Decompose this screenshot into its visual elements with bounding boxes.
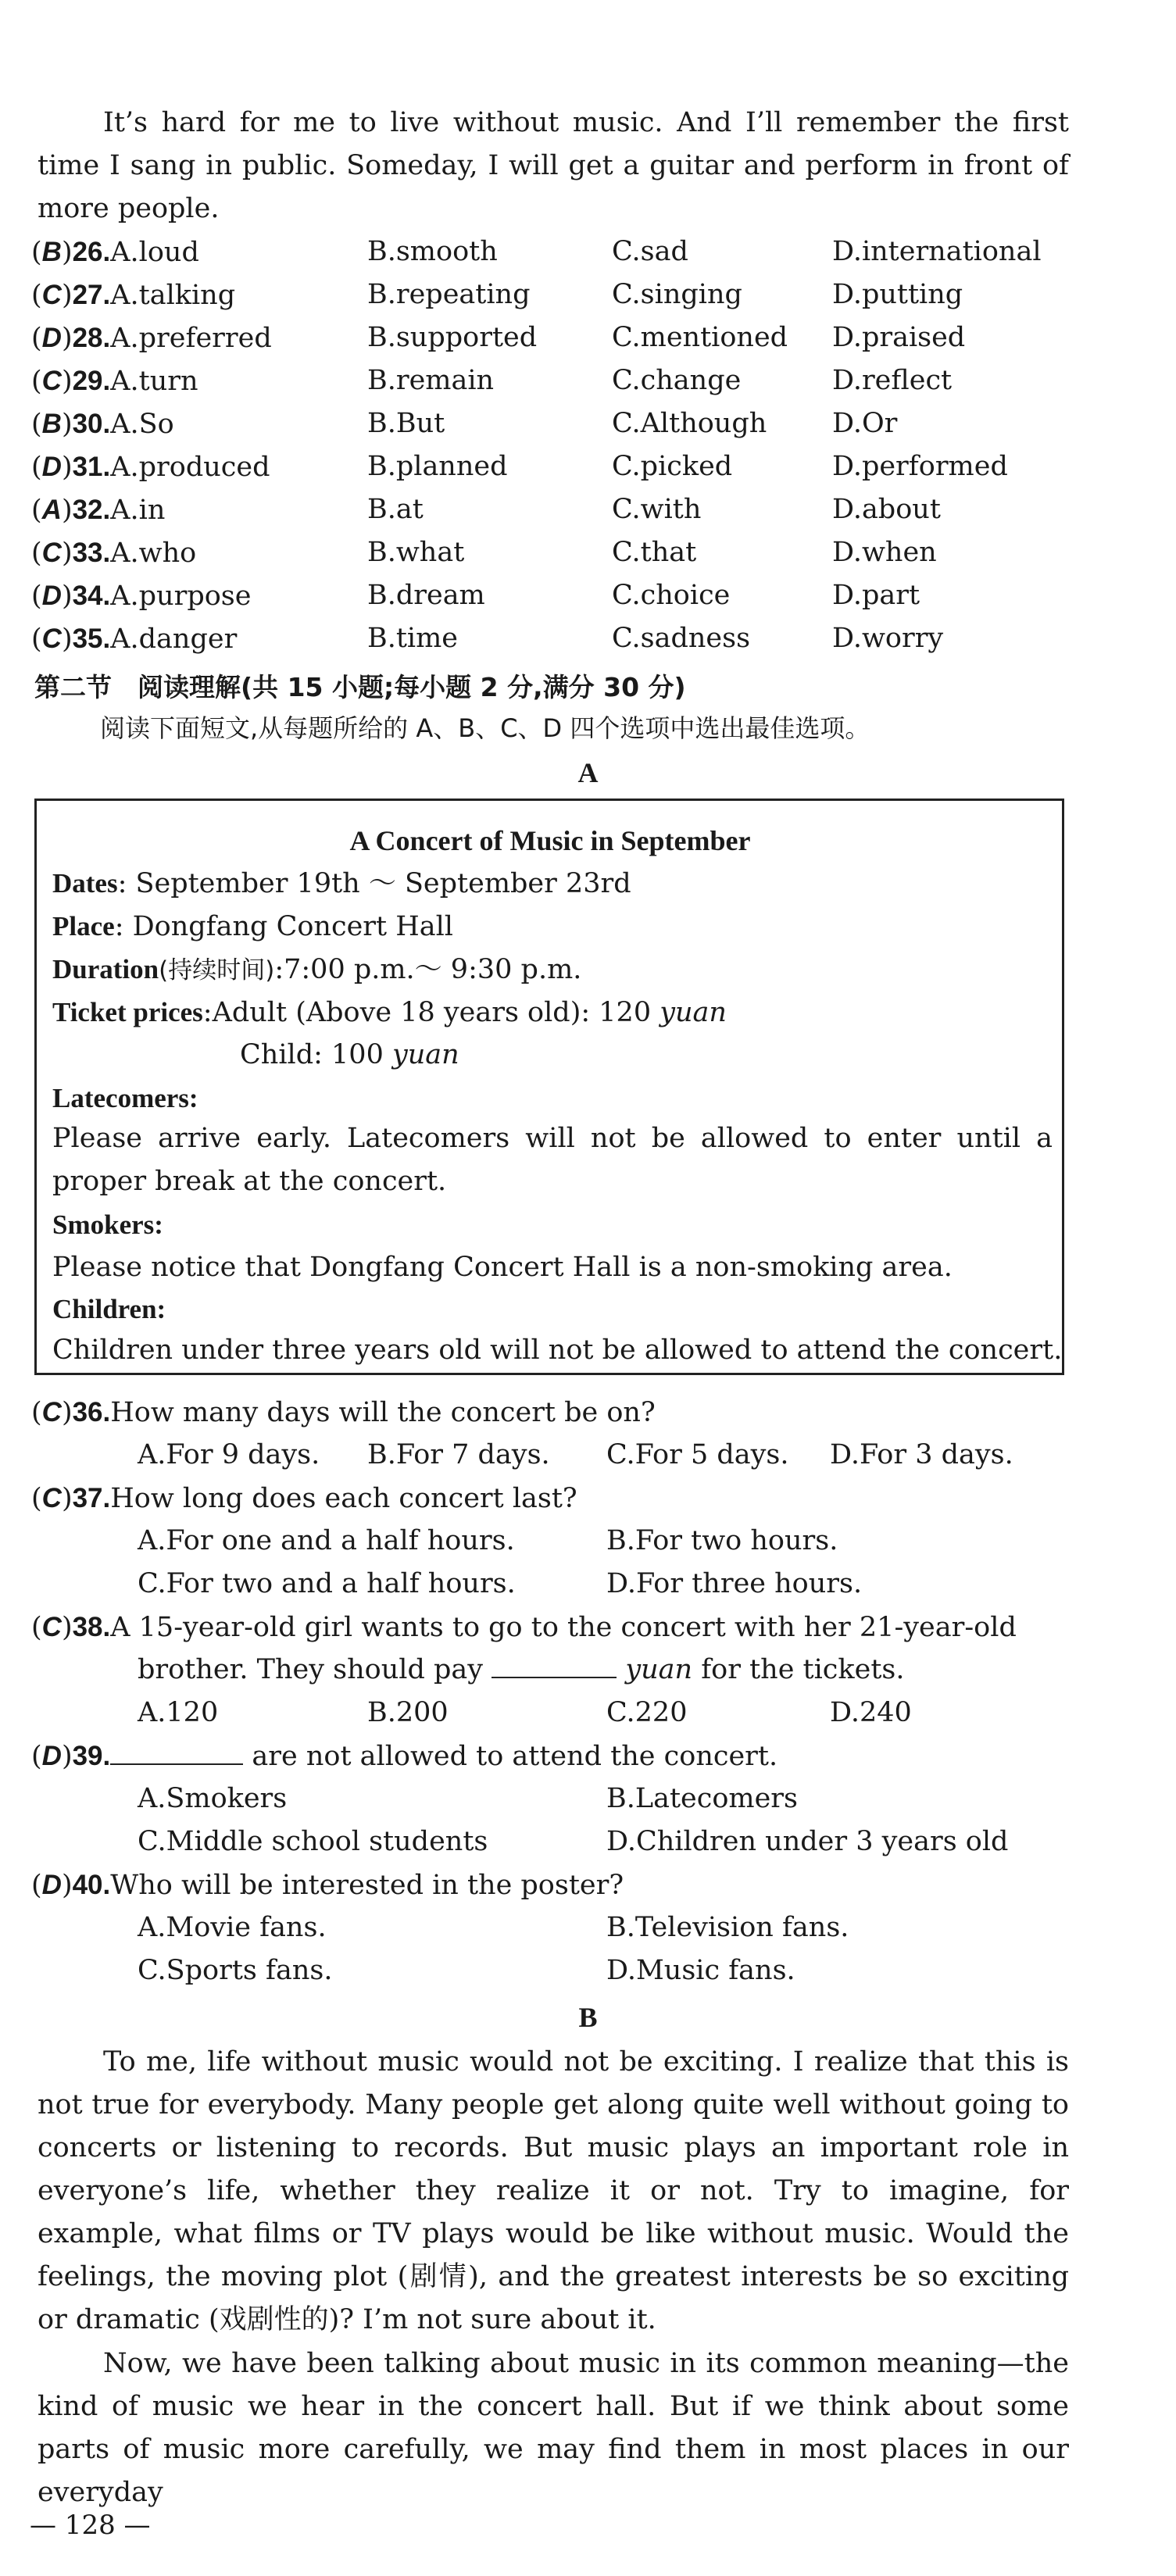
answer-letter: D: [41, 1741, 62, 1771]
poster-smokers-text: Please notice that Dongfang Concert Hall is a non-smoking area.: [52, 1252, 953, 1283]
option-d: D.about: [832, 494, 941, 525]
question-number: 31.: [72, 452, 111, 482]
answer-letter: D: [41, 452, 62, 482]
option-d: D.Music fans.: [606, 1955, 795, 1986]
question-number: 38.: [72, 1612, 111, 1642]
option-a: A.preferred: [110, 323, 272, 354]
poster-children-label: Children:: [52, 1294, 166, 1324]
option-a: A.turn: [110, 366, 198, 397]
question-number: 39.: [72, 1741, 111, 1771]
option-a: A.loud: [110, 237, 199, 268]
cloze-question: (C)27.A.talking B.repeating C.singing D.putting: [0, 273, 1176, 316]
option-a: A.who: [110, 538, 197, 569]
question-number: 29.: [72, 366, 111, 396]
option-a: A.120: [138, 1697, 219, 1728]
poster-dates: Dates: September 19th ～ September 23rd: [52, 868, 631, 899]
answer-letter: D: [41, 1870, 62, 1900]
poster-duration: Duration(持续时间):7:00 p.m.～ 9:30 p.m.: [52, 954, 582, 985]
cloze-question: (D)31.A.produced B.planned C.picked D.performed: [0, 445, 1176, 488]
answer-blank: [110, 1740, 243, 1765]
page-number: — 128 —: [30, 2510, 151, 2541]
option-d: D.240: [830, 1697, 912, 1728]
option-a: A.talking: [110, 280, 236, 311]
option-c: C.For two and a half hours.: [138, 1568, 516, 1599]
poster-children-text: Children under three years old will not be allowed to attend the concert.: [52, 1334, 1063, 1366]
question-stem: Who will be interested in the poster?: [110, 1870, 624, 1901]
question-number: 32.: [72, 495, 111, 525]
option-d: D.international: [832, 236, 1042, 267]
option-b: B.dream: [367, 580, 485, 611]
option-c: C.picked: [612, 451, 733, 482]
answer-letter: C: [41, 623, 62, 654]
option-b: B.remain: [367, 365, 495, 396]
cloze-question: (B)30.A.So B.But C.Although D.Or: [0, 402, 1176, 445]
answer-letter: B: [41, 237, 62, 267]
option-c: C.Middle school students: [138, 1826, 488, 1857]
option-d: D.For 3 days.: [830, 1439, 1013, 1470]
question-stem: are not allowed to attend the concert.: [252, 1741, 778, 1772]
option-b: B.Latecomers: [606, 1783, 798, 1814]
poster-place: Place: Dongfang Concert Hall: [52, 911, 453, 942]
poster-title: A Concert of Music in September: [349, 825, 751, 856]
answer-letter: C: [41, 538, 62, 568]
option-a: A.purpose: [110, 581, 252, 612]
question-number: 40.: [72, 1870, 111, 1900]
option-b: B.200: [367, 1697, 449, 1728]
question-stem: How long does each concert last?: [110, 1483, 577, 1514]
answer-letter: D: [41, 581, 62, 611]
option-d: D.when: [832, 537, 937, 568]
question-number: 36.: [72, 1397, 111, 1427]
option-b: B.at: [367, 494, 424, 525]
option-c: C.For 5 days.: [606, 1439, 789, 1470]
question-number: 27.: [72, 280, 111, 310]
option-a: A.produced: [110, 452, 270, 483]
option-a: A.Movie fans.: [138, 1912, 327, 1943]
option-c: C.change: [612, 365, 742, 396]
poster-smokers-label: Smokers:: [52, 1209, 163, 1240]
option-b: B.For two hours.: [606, 1525, 838, 1556]
question-number: 28.: [72, 323, 111, 353]
answer-letter: D: [41, 323, 62, 353]
option-c: C.with: [612, 494, 702, 525]
intro-paragraph: It’s hard for me to live without music. And I’ll remember the first time I sang in public. Someday, I will get a guitar and perform in front of more people.: [38, 107, 1069, 224]
option-c: C.sadness: [612, 623, 751, 654]
option-a: A.For 9 days.: [138, 1439, 320, 1470]
option-b: B.time: [367, 623, 459, 654]
question-number: 26.: [72, 237, 111, 267]
question-stem: How many days will the concert be on?: [110, 1397, 656, 1428]
answer-letter: A: [41, 495, 62, 525]
option-d: D.part: [832, 580, 920, 611]
option-c: C.sad: [612, 236, 688, 267]
option-b: B.repeating: [367, 279, 531, 310]
option-d: D.Children under 3 years old: [606, 1826, 1009, 1857]
question-number: 33.: [72, 538, 111, 568]
question-stem: A 15-year-old girl wants to go to the concert with her 21-year-old: [110, 1612, 1017, 1643]
option-c: C.that: [612, 537, 697, 568]
question-number: 35.: [72, 623, 111, 654]
passage-b-label: B: [578, 2002, 598, 2033]
option-b: B.smooth: [367, 236, 498, 267]
answer-letter: C: [41, 366, 62, 396]
cloze-question: (B)26.A.loud B.smooth C.sad D.international: [0, 230, 1176, 273]
option-a: A.in: [110, 495, 166, 526]
poster-ticket-adult: Ticket prices:Adult (Above 18 years old): 120 yuan: [52, 997, 727, 1028]
option-c: C.Sports fans.: [138, 1955, 333, 1986]
option-a: A.So: [110, 409, 174, 440]
option-d: D.putting: [832, 279, 963, 310]
answer-letter: C: [41, 1397, 62, 1427]
answer-letter: C: [41, 280, 62, 310]
option-d: D.praised: [832, 322, 966, 353]
option-b: B.Television fans.: [606, 1912, 849, 1943]
question-stem-continued: brother. They should pay yuan for the tickets.: [138, 1654, 905, 1685]
option-d: D.worry: [832, 623, 944, 654]
passage-b-paragraph-1: To me, life without music would not be exciting. I realize that this is not true for everybody. Many people get along quite well without going to concerts or listening to records. But music plays an important role in everyone’s life, whether they realize it or not. Try to imagine, for example, what films or TV plays would be like without music. Would the feelings, the moving plot (剧情), and the greatest interests be so exciting or dramatic (戏剧性的)? I’m not sure about it.: [38, 2046, 1069, 2335]
section-heading: 第二节 阅读理解(共 15 小题;每小题 2 分,满分 30 分): [34, 672, 686, 702]
answer-letter: C: [41, 1483, 62, 1513]
option-a: A.Smokers: [138, 1783, 288, 1814]
option-c: C.Although: [612, 408, 767, 439]
option-b: B.But: [367, 408, 445, 439]
option-d: D.reflect: [832, 365, 953, 396]
option-c: C.choice: [612, 580, 731, 611]
question-number: 34.: [72, 581, 111, 611]
option-b: B.For 7 days.: [367, 1439, 550, 1470]
poster-latecomers-label: Latecomers:: [52, 1083, 198, 1113]
question-number: 37.: [72, 1483, 111, 1513]
option-c: C.singing: [612, 279, 742, 310]
cloze-question: (A)32.A.in B.at C.with D.about: [0, 488, 1176, 531]
cloze-question: (D)34.A.purpose B.dream C.choice D.part: [0, 574, 1176, 617]
option-a: A.danger: [110, 623, 238, 655]
option-c: C.220: [606, 1697, 688, 1728]
cloze-question: (C)33.A.who B.what C.that D.when: [0, 531, 1176, 574]
answer-letter: C: [41, 1612, 62, 1642]
cloze-question: (C)29.A.turn B.remain C.change D.reflect: [0, 359, 1176, 402]
option-b: B.planned: [367, 451, 508, 482]
question-number: 30.: [72, 409, 111, 439]
option-c: C.mentioned: [612, 322, 788, 353]
passage-b-paragraph-2: Now, we have been talking about music in its common meaning—the kind of music we hear in the concert hall. But if we think about some parts of music more carefully, we may find them in most places in our everyday: [38, 2348, 1069, 2508]
passage-a-label: A: [577, 757, 599, 788]
option-d: D.Or: [832, 408, 898, 439]
cloze-question: (C)35.A.danger B.time C.sadness D.worry: [0, 617, 1176, 660]
answer-blank: [491, 1653, 617, 1678]
option-a: A.For one and a half hours.: [138, 1525, 515, 1556]
poster-ticket-child: Child: 100 yuan: [240, 1039, 459, 1070]
poster-latecomers-text: Please arrive early. Latecomers will not be allowed to enter until a proper break at the concert.: [52, 1123, 1053, 1197]
option-b: B.supported: [367, 322, 538, 353]
option-d: D.performed: [832, 451, 1008, 482]
option-b: B.what: [367, 537, 465, 568]
answer-letter: B: [41, 409, 62, 439]
concert-poster: [34, 799, 1064, 1375]
workbook-page: It’s hard for me to live without music. And I’ll remember the first time I sang in public. Someday, I will get a guitar and perform in front of more people. (B)26.A.loud B.smooth C.sad D.international (C)27.A.talking B.repeating C.singing D.putting (D)28.A.preferred B.supported C.mentioned D.praised (C)29.A.turn B.remain C.change D.reflect (B)30.A.So B.But C.Although D.Or (D)31.A.produced B.planned C.picked D.performed (A)32.A.in B.at C.with D.about (C)33.A.who B.what C.that D.when (D)34.A.purpose B.dream C.choice D.part (C)35.A.danger B.time C.sadness D.worry 第二节 阅读理解(共 15 小题;每小题 2 分,满分 30 分) 阅读下面短文,从每题所给的 A、B、C、D 四个选项中选出最佳选项。 A A Concert of Music in September Dates: September 19th ～ September 23rd Place: Dongfang Concert Hall Duration(持续时间):7:00 p.m.～ 9:30 p.m. Ticket prices:Adult (Above 18 years old): 120 yuan Child: 100 yuan Latecomers: Please arrive early. Latecomers will not be allowed to enter until a proper break at the concert. Smokers: Please notice that Dongfang Concert Hall is a non-smoking area. Children: Children under three years old will not be allowed to attend the concert. (C)36.How many days will the concert be on? A.For 9 days. B.For 7 days. C.For 5 days. D.For 3 days. (C)37.How long does each concert last? A.For one and a half hours. B.For two hours. C.For two and a half hours. D.For three hours. (C)38.A 15-year-old girl wants to go to the concert with her 21-year-old brother. They should pay yuan for the tickets. A.120 B.200 C.220 D.240 (D)39. are not allowed to attend the concert. A.Smokers B.Latecomers C.Middle school students D.Children under 3 years old (D)40.Who will be interested in the poster? A.Movie fans. B.Television fans. C.Sports fans. D.Music fans. B To me, life without music would not be exciting. I realize that this is not true for everybody. Many people get along quite well without going to concerts or listening to records. But music plays an important role in everyone’s life, whether they realize it or not. Try to imagine, for example, what films or TV plays would be like without music. Would the feelings, the moving plot (剧情), and the greatest interests be so exciting or dramatic (戏剧性的)? I’m not sure about it. Now, we have been talking about music in its common meaning—the kind of music we hear in the concert hall. But if we think about some parts of music more carefully, we may find them in most places in our everyday — 128 —: [0, 0, 1176, 2576]
option-d: D.For three hours.: [606, 1568, 863, 1599]
cloze-question: (D)28.A.preferred B.supported C.mentioned D.praised: [0, 316, 1176, 359]
section-instruction: 阅读下面短文,从每题所给的 A、B、C、D 四个选项中选出最佳选项。: [100, 713, 870, 743]
